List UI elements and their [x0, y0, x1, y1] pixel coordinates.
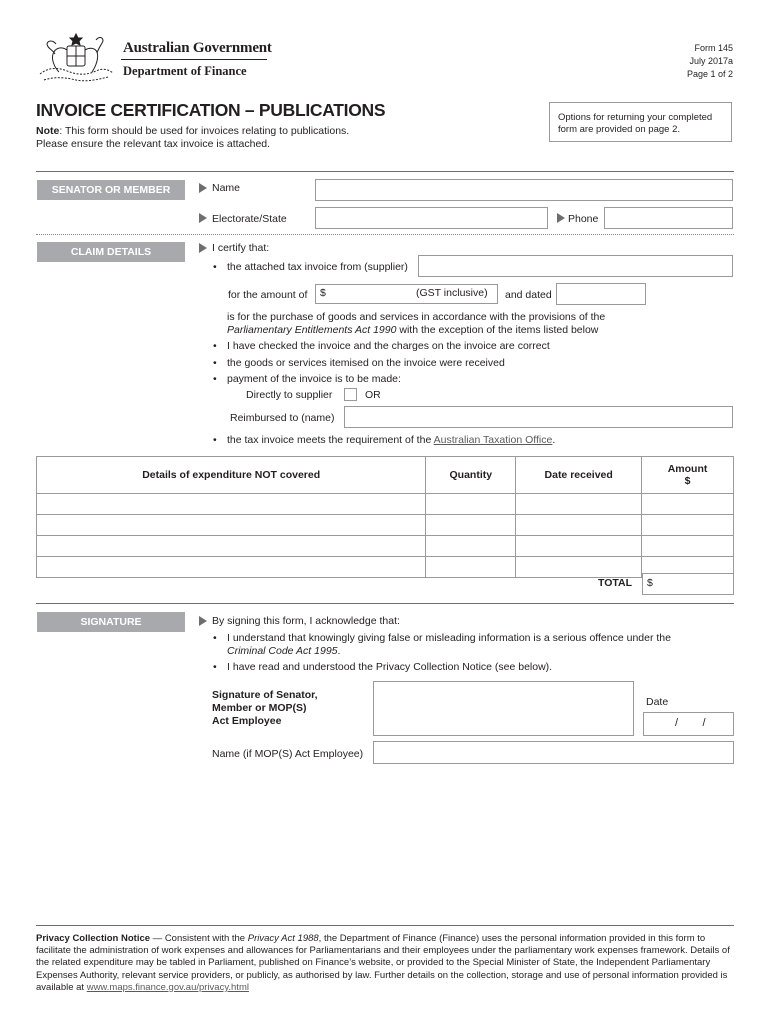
quantity-cell[interactable]: [426, 536, 516, 557]
total-field[interactable]: [642, 573, 734, 595]
bullet-ato: [227, 434, 555, 447]
amount-cell[interactable]: [642, 536, 734, 557]
divider: [36, 925, 734, 926]
note: [36, 125, 349, 151]
details-cell[interactable]: [37, 515, 426, 536]
amount-cell[interactable]: [642, 515, 734, 536]
purchase-act: Parliamentary Entitlements Act 1990: [227, 324, 397, 336]
arrow-icon: [199, 243, 207, 253]
purchase-line1: is for the purchase of goods and services in accordance with the provisions of the: [227, 311, 606, 323]
details-header: Details of expenditure NOT covered: [37, 457, 426, 494]
arrow-icon: [199, 616, 207, 626]
table-row: [37, 557, 734, 578]
certify-label: I certify that:: [212, 242, 270, 254]
purchase-text: [227, 311, 727, 337]
mop-name-label: Name (if MOP(S) Act Employee): [212, 748, 364, 760]
note-line2: Please ensure the relevant tax invoice is attached.: [36, 138, 271, 150]
form-date: July 2017a: [689, 56, 733, 66]
options-line1: Options for returning your completed: [558, 112, 713, 123]
table-row: [37, 515, 734, 536]
electorate-field[interactable]: [315, 207, 548, 229]
arrow-icon: [199, 213, 207, 223]
electorate-label: Electorate/State: [212, 213, 287, 225]
privacy-act: Privacy Act 1988: [247, 933, 319, 944]
quantity-cell[interactable]: [426, 494, 516, 515]
table-row: [37, 494, 734, 515]
details-cell[interactable]: [37, 557, 426, 578]
date-separators: / /: [675, 717, 706, 729]
table-row: [37, 536, 734, 557]
arrow-icon: [557, 213, 565, 223]
name-label: Name: [212, 182, 241, 194]
date-field[interactable]: [643, 712, 734, 736]
criminal-code-act: Criminal Code Act 1995: [227, 645, 338, 657]
coat-of-arms-icon: [36, 30, 116, 84]
ato-post: .: [552, 434, 556, 446]
divider: [36, 234, 734, 235]
name-field[interactable]: [315, 179, 733, 201]
options-box: [549, 102, 732, 142]
gst-label: (GST inclusive): [416, 287, 488, 299]
bullet-checked: • I have checked the invoice and the charges on the invoice are correct: [227, 340, 550, 353]
page-number: Page 1 of 2: [686, 69, 733, 79]
phone-label: Phone: [568, 213, 599, 225]
dated-label: and dated: [505, 289, 552, 301]
supplier-field[interactable]: [418, 255, 733, 277]
amount-cell[interactable]: [642, 494, 734, 515]
gov-name: Australian Government: [123, 40, 272, 56]
reimbursed-label: Reimbursed to (name): [230, 412, 335, 424]
amount-header: Amount $: [642, 457, 734, 494]
mop-name-field[interactable]: [373, 741, 734, 764]
divider: [36, 171, 734, 172]
page-title: INVOICE CERTIFICATION – PUBLICATIONS: [36, 100, 386, 120]
options-line2: form are provided on page 2.: [558, 124, 680, 135]
privacy-heading: Privacy Collection Notice: [36, 933, 151, 944]
signature-band: SIGNATURE: [37, 612, 185, 632]
signature-label: Signature of Senator, Member or MOP(S) Act Employee: [212, 689, 318, 727]
supplier-label: • the attached tax invoice from (supplier): [227, 261, 408, 274]
amount-label: for the amount of: [228, 289, 308, 301]
phone-field[interactable]: [604, 207, 733, 229]
total-currency: $: [647, 577, 653, 589]
privacy-link[interactable]: www.maps.finance.gov.au/privacy.html: [86, 981, 249, 993]
details-cell[interactable]: [37, 536, 426, 557]
arrow-icon: [199, 183, 207, 193]
quantity-cell[interactable]: [426, 557, 516, 578]
form-number: Form 145: [694, 43, 733, 53]
amount-currency: $: [684, 475, 691, 487]
note-label: Note: [36, 125, 60, 137]
signature-box[interactable]: [373, 681, 634, 736]
quantity-cell[interactable]: [426, 515, 516, 536]
purchase-line2: with the exception of the items listed below: [396, 324, 599, 336]
date-received-header: Date received: [516, 457, 642, 494]
ack-label: By signing this form, I acknowledge that:: [212, 615, 400, 627]
direct-checkbox[interactable]: [344, 388, 357, 401]
date-cell[interactable]: [516, 557, 642, 578]
senator-band: SENATOR OR MEMBER: [37, 180, 185, 200]
direct-label: Directly to supplier: [246, 389, 333, 401]
reimbursed-field[interactable]: [344, 406, 733, 428]
ato-pre: the tax invoice meets the requirement of the: [227, 434, 434, 446]
privacy-notice: Privacy Collection Notice — Consistent with the Privacy Act 1988, the Department of Finance (Finance) uses the personal information provided in this form to facilitate the administration of work expenses and allowances for Parliamentarians and their employees under the parliamentary work expenses framework. Details of the related expenditure may be tabled in Parliament, published on Finance’s website, or provided to the Special Minister of State, the Independent Parliamentary Expenses Authority, relevant service providers, or publicly, as authorised by law. Further details on the collection, storage and use of personal information provided is available at www.maps.finance.gov.au/privacy.html: [36, 933, 730, 993]
or-label: OR: [365, 389, 381, 401]
amount-field[interactable]: [315, 284, 498, 304]
dated-field[interactable]: [556, 283, 646, 305]
expenditure-table: [36, 456, 734, 578]
date-cell[interactable]: [516, 494, 642, 515]
divider: [36, 603, 734, 604]
bullet-received: • the goods or services itemised on the invoice were received: [227, 357, 505, 370]
dept-name: Department of Finance: [123, 64, 247, 78]
bullet-privacy: • I have read and understood the Privacy Collection Notice (see below).: [227, 661, 552, 674]
date-cell[interactable]: [516, 536, 642, 557]
quantity-header: Quantity: [426, 457, 516, 494]
date-label: Date: [646, 696, 669, 708]
bullet-offence: • I understand that knowingly giving false or misleading information is a serious offence under the Criminal Code Act 1995.: [227, 632, 727, 658]
date-cell[interactable]: [516, 515, 642, 536]
note-line1: : This form should be used for invoices relating to publications.: [59, 125, 350, 137]
form-meta: [687, 42, 733, 81]
total-label: TOTAL: [598, 577, 633, 589]
bullet-payment: • payment of the invoice is to be made:: [227, 373, 401, 386]
amount-currency: $: [320, 287, 326, 299]
claim-band: CLAIM DETAILS: [37, 242, 185, 262]
table-header-row: [37, 457, 734, 494]
header-rule: [121, 59, 267, 60]
details-cell[interactable]: [37, 494, 426, 515]
ato-link[interactable]: Australian Taxation Office: [433, 434, 553, 446]
